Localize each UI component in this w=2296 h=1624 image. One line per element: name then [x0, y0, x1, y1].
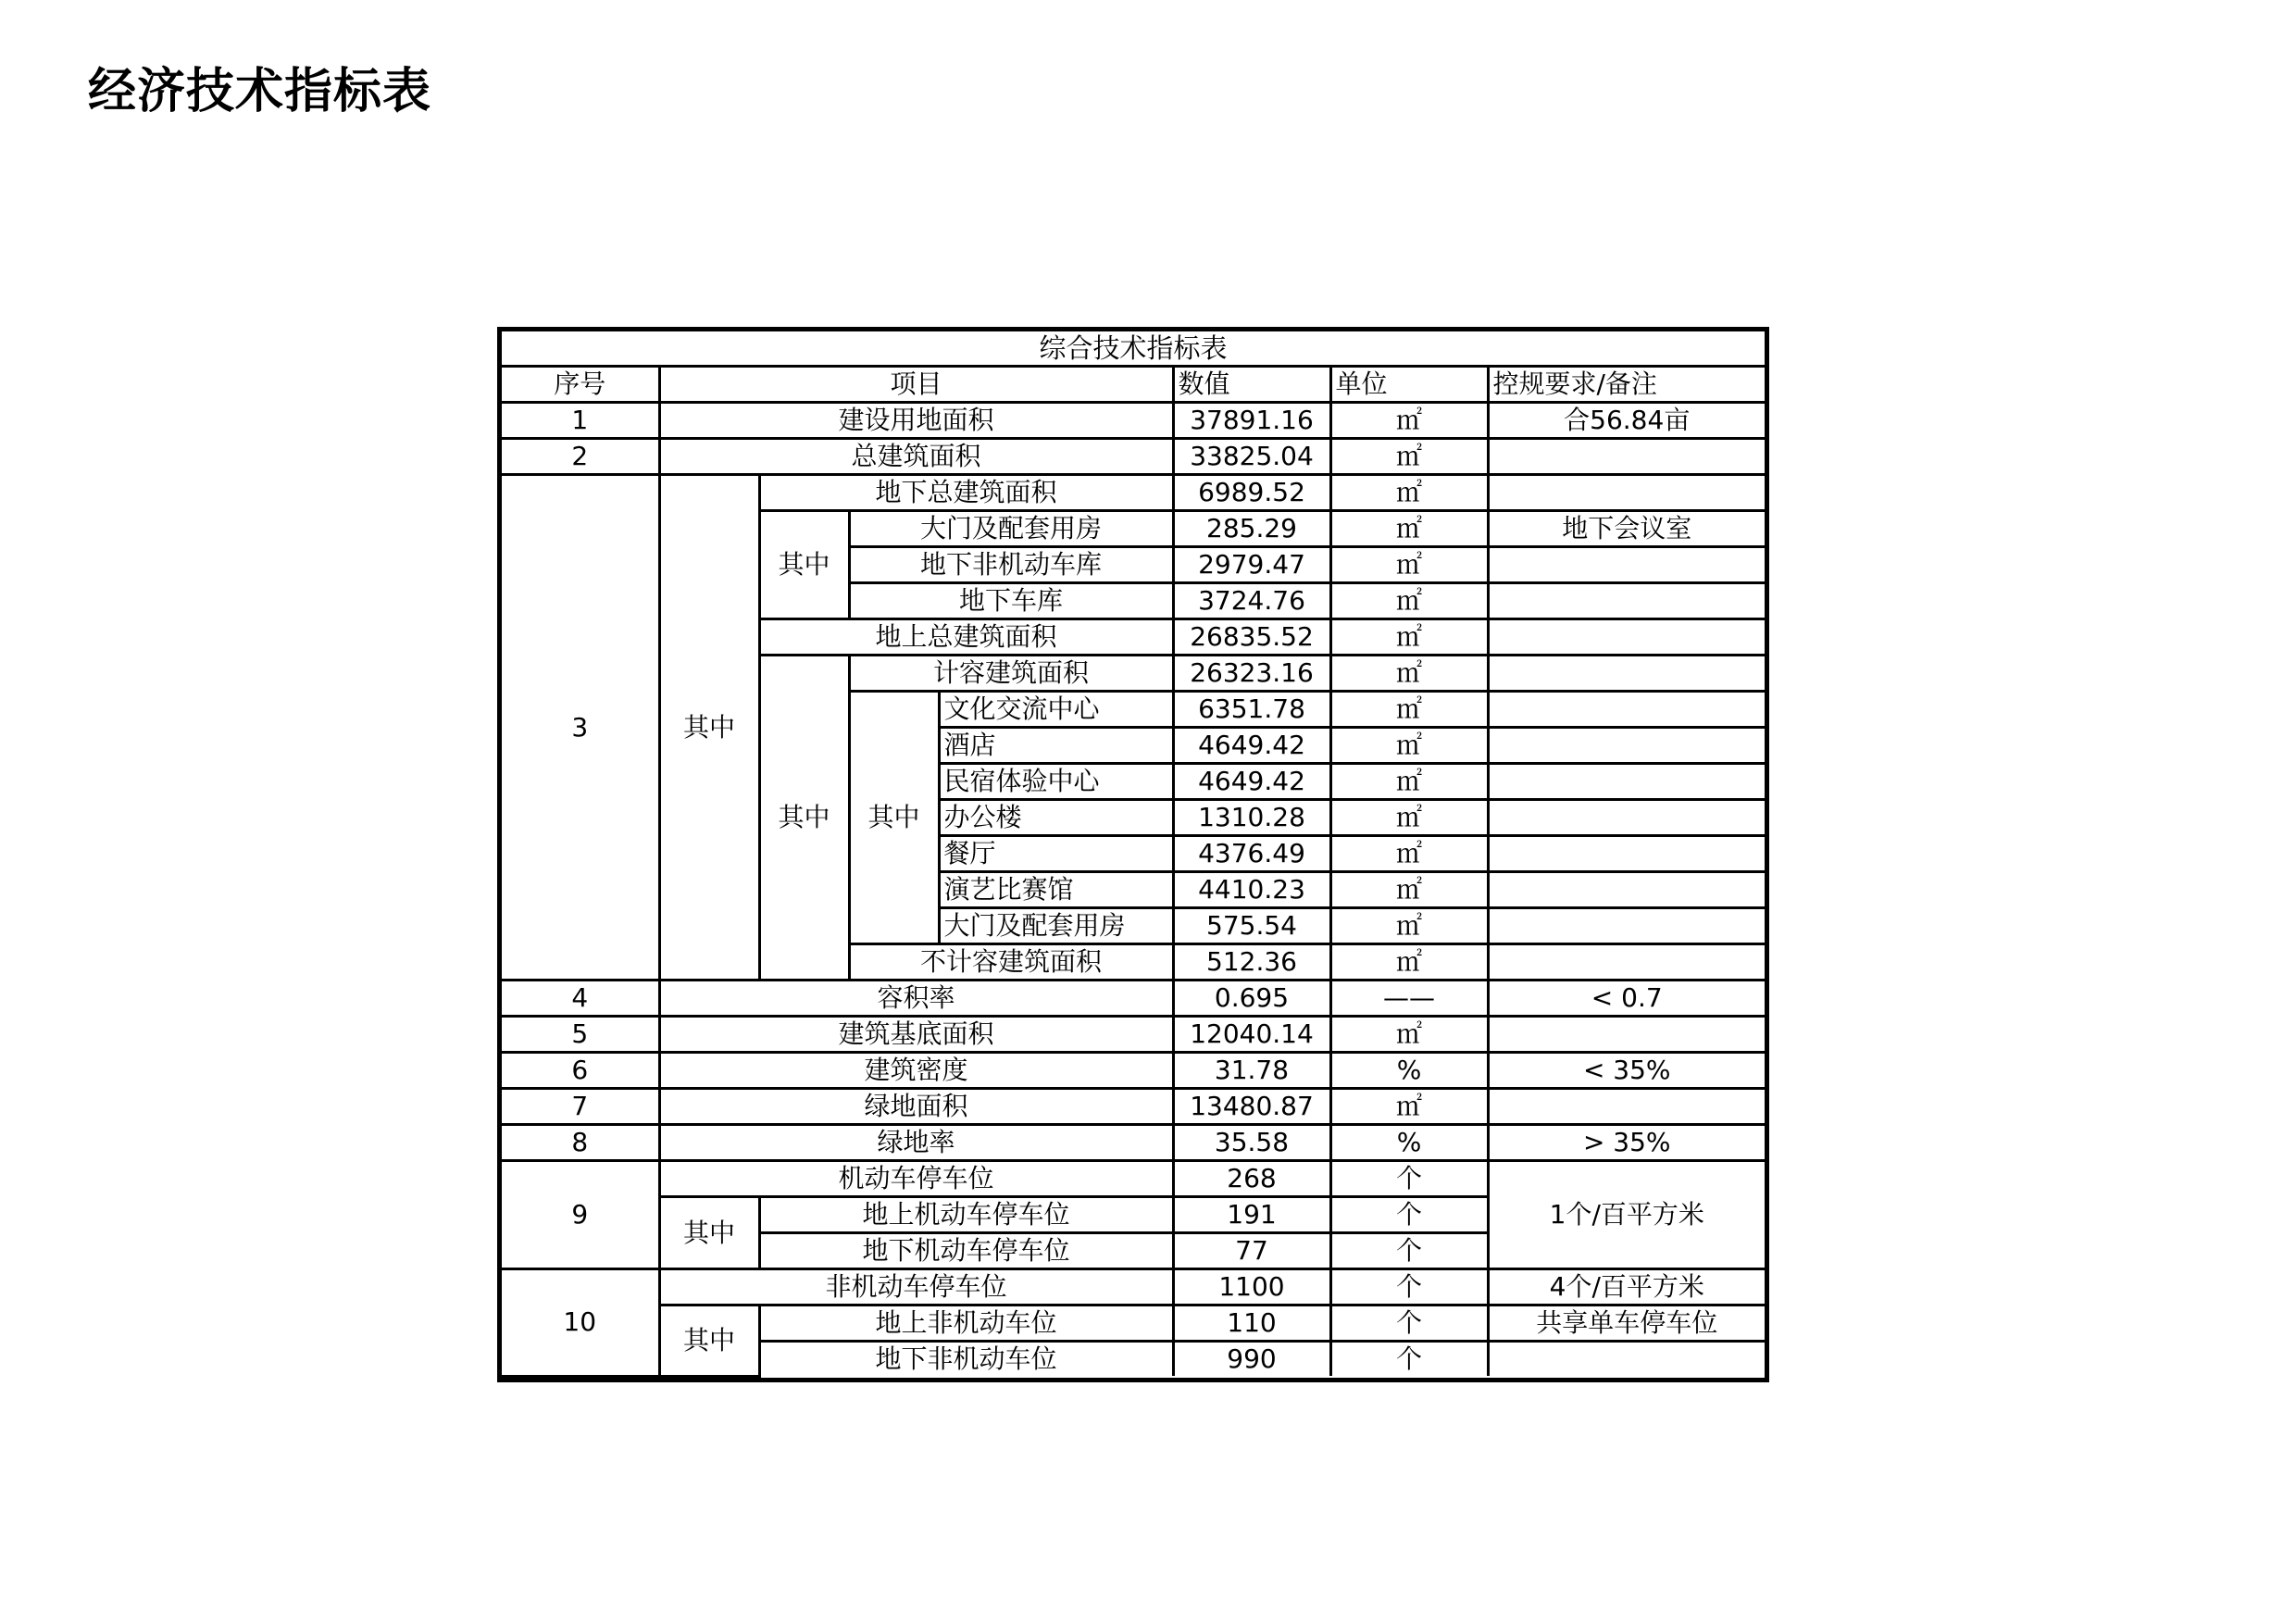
row-value: 13480.87: [1173, 1089, 1330, 1125]
row-unit: 个: [1330, 1305, 1488, 1342]
row-note: 地下会议室: [1488, 511, 1765, 547]
table-row: [502, 1125, 1765, 1161]
row-item: 地下非机动车库: [849, 547, 1173, 583]
row-index: 7: [502, 1089, 659, 1125]
row-value: 268: [1173, 1161, 1330, 1197]
sub-label: 其中: [849, 692, 939, 944]
row-index: 4: [502, 981, 659, 1017]
table-row: [502, 403, 1765, 439]
sub-label: 其中: [659, 1197, 759, 1269]
table-row: [502, 1053, 1765, 1089]
table-row: [502, 1089, 1765, 1125]
row-value: 4376.49: [1173, 836, 1330, 872]
page-title: 经济技术指标表: [88, 64, 432, 119]
indicator-table: [502, 331, 1765, 1378]
row-unit: 个: [1330, 1161, 1488, 1197]
row-item: 地下非机动车位: [759, 1342, 1173, 1377]
row-value: 26323.16: [1173, 656, 1330, 692]
row-unit: ㎡: [1330, 692, 1488, 728]
row-index: 9: [502, 1161, 659, 1269]
row-note: 共享单车停车位: [1488, 1305, 1765, 1342]
row-index: 1: [502, 403, 659, 439]
row-unit: ㎡: [1330, 547, 1488, 583]
row-unit: ㎡: [1330, 475, 1488, 511]
row-note: > 35%: [1488, 1125, 1765, 1161]
row-index: 5: [502, 1017, 659, 1053]
row-unit: 个: [1330, 1342, 1488, 1377]
row-item: 大门及配套用房: [939, 908, 1173, 944]
table-caption-row: [502, 331, 1765, 367]
row-value: 2979.47: [1173, 547, 1330, 583]
row-note: [1488, 764, 1765, 800]
row-item: 容积率: [659, 981, 1173, 1017]
row-index: 2: [502, 439, 659, 475]
row-index: 8: [502, 1125, 659, 1161]
row-unit: ㎡: [1330, 656, 1488, 692]
row-unit: ㎡: [1330, 764, 1488, 800]
row-unit: ㎡: [1330, 908, 1488, 944]
row-value: 4649.42: [1173, 728, 1330, 764]
row-item: 不计容建筑面积: [849, 944, 1173, 981]
row-unit: 个: [1330, 1197, 1488, 1233]
row-unit: ㎡: [1330, 800, 1488, 836]
row-index: 10: [502, 1269, 659, 1377]
row-value: 1310.28: [1173, 800, 1330, 836]
row-value: 26835.52: [1173, 619, 1330, 656]
row-unit: ㎡: [1330, 836, 1488, 872]
row-index: 6: [502, 1053, 659, 1089]
row-value: 191: [1173, 1197, 1330, 1233]
row-item: 机动车停车位: [659, 1161, 1173, 1197]
table-row: [502, 1305, 1765, 1342]
row-note: [1488, 547, 1765, 583]
row-unit: %: [1330, 1053, 1488, 1089]
row-unit: 个: [1330, 1233, 1488, 1269]
row-note: < 0.7: [1488, 981, 1765, 1017]
header-item: 项目: [659, 367, 1173, 403]
row-note: 4个/百平方米: [1488, 1269, 1765, 1305]
row-value: 35.58: [1173, 1125, 1330, 1161]
row-note: 1个/百平方米: [1488, 1161, 1765, 1269]
table-caption: 综合技术指标表: [502, 331, 1765, 367]
row-item: 地下总建筑面积: [759, 475, 1173, 511]
row-item: 酒店: [939, 728, 1173, 764]
indicator-table-frame: [497, 327, 1769, 1382]
row-item: 地上机动车停车位: [759, 1197, 1173, 1233]
row-note: [1488, 800, 1765, 836]
row-note: [1488, 1342, 1765, 1377]
sub-label: 其中: [659, 1305, 759, 1377]
row-item: 地上总建筑面积: [759, 619, 1173, 656]
row-unit: ㎡: [1330, 728, 1488, 764]
row-item: 总建筑面积: [659, 439, 1173, 475]
row-note: [1488, 692, 1765, 728]
row-item: 建设用地面积: [659, 403, 1173, 439]
row-item: 建筑基底面积: [659, 1017, 1173, 1053]
sub-label: 其中: [759, 511, 849, 619]
row-value: 12040.14: [1173, 1017, 1330, 1053]
row-value: 33825.04: [1173, 439, 1330, 475]
row-note: [1488, 944, 1765, 981]
row-value: 110: [1173, 1305, 1330, 1342]
header-unit: 单位: [1330, 367, 1488, 403]
row-value: 77: [1173, 1233, 1330, 1269]
row-unit: ㎡: [1330, 439, 1488, 475]
table-row: [502, 1161, 1765, 1197]
row-unit: ㎡: [1330, 619, 1488, 656]
row-item: 文化交流中心: [939, 692, 1173, 728]
row-item: 演艺比赛馆: [939, 872, 1173, 908]
row-note: [1488, 583, 1765, 619]
row-unit: ㎡: [1330, 944, 1488, 981]
row-item: 民宿体验中心: [939, 764, 1173, 800]
row-note: [1488, 439, 1765, 475]
row-note: < 35%: [1488, 1053, 1765, 1089]
row-item: 办公楼: [939, 800, 1173, 836]
header-index: 序号: [502, 367, 659, 403]
row-value: 990: [1173, 1342, 1330, 1377]
row-note: [1488, 908, 1765, 944]
table-row: [502, 1017, 1765, 1053]
table-row: [502, 475, 1765, 511]
table-row: [502, 1269, 1765, 1305]
row-value: 512.36: [1173, 944, 1330, 981]
row-item: 计容建筑面积: [849, 656, 1173, 692]
row-note: [1488, 619, 1765, 656]
row-unit: 个: [1330, 1269, 1488, 1305]
row-note: [1488, 872, 1765, 908]
row-item: 绿地面积: [659, 1089, 1173, 1125]
row-value: 6351.78: [1173, 692, 1330, 728]
row-item: 非机动车停车位: [659, 1269, 1173, 1305]
row-note: [1488, 1089, 1765, 1125]
row-value: 31.78: [1173, 1053, 1330, 1089]
sub-label: 其中: [759, 656, 849, 981]
row-unit: ㎡: [1330, 872, 1488, 908]
row-unit: ㎡: [1330, 1017, 1488, 1053]
row-item: 绿地率: [659, 1125, 1173, 1161]
header-note: 控规要求/备注: [1488, 367, 1765, 403]
row-value: 575.54: [1173, 908, 1330, 944]
row-index: 3: [502, 475, 659, 981]
table-row: [502, 439, 1765, 475]
row-unit: %: [1330, 1125, 1488, 1161]
row-value: 37891.16: [1173, 403, 1330, 439]
table-row: [502, 981, 1765, 1017]
row-value: 4649.42: [1173, 764, 1330, 800]
row-item: 大门及配套用房: [849, 511, 1173, 547]
row-unit: ㎡: [1330, 511, 1488, 547]
row-value: 4410.23: [1173, 872, 1330, 908]
row-item: 建筑密度: [659, 1053, 1173, 1089]
row-note: [1488, 475, 1765, 511]
row-note: [1488, 1017, 1765, 1053]
row-item: 餐厅: [939, 836, 1173, 872]
header-value: 数值: [1173, 367, 1330, 403]
row-note: 合56.84亩: [1488, 403, 1765, 439]
row-item: 地下机动车停车位: [759, 1233, 1173, 1269]
row-unit: ㎡: [1330, 403, 1488, 439]
row-note: [1488, 656, 1765, 692]
row-note: [1488, 836, 1765, 872]
row-unit: ——: [1330, 981, 1488, 1017]
row-value: 0.695: [1173, 981, 1330, 1017]
row-value: 6989.52: [1173, 475, 1330, 511]
row-unit: ㎡: [1330, 583, 1488, 619]
sub-label: 其中: [659, 475, 759, 981]
row-value: 285.29: [1173, 511, 1330, 547]
row-item: 地上非机动车位: [759, 1305, 1173, 1342]
row-value: 3724.76: [1173, 583, 1330, 619]
row-item: 地下车库: [849, 583, 1173, 619]
row-value: 1100: [1173, 1269, 1330, 1305]
table-header-row: [502, 367, 1765, 403]
row-note: [1488, 728, 1765, 764]
row-unit: ㎡: [1330, 1089, 1488, 1125]
